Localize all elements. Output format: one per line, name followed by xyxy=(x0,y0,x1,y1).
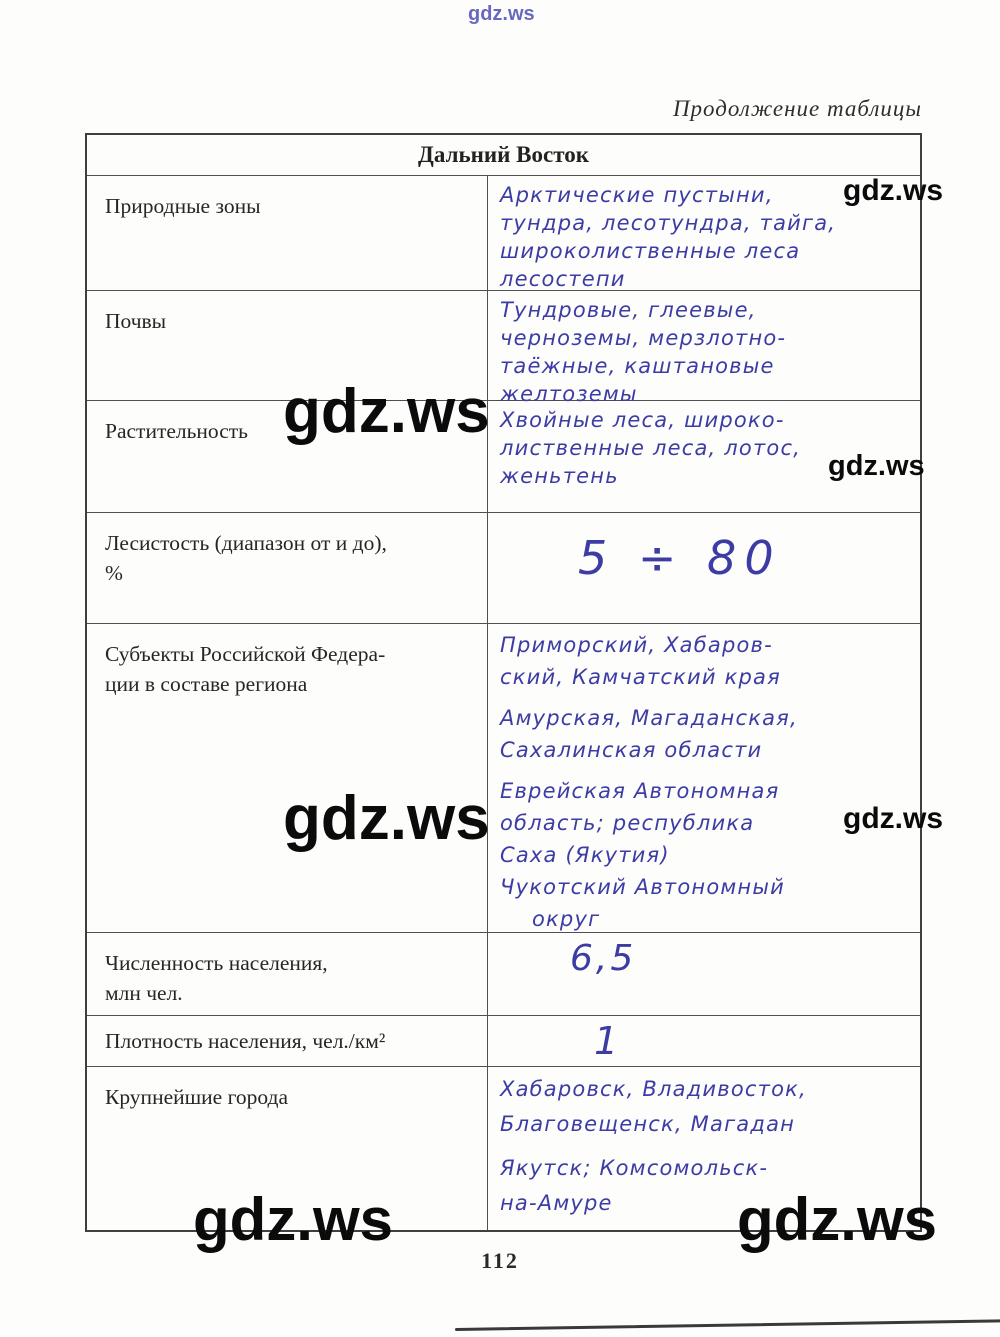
gdzws-watermark-top: gdz.ws xyxy=(468,3,535,25)
handwritten-line: Хвойные леса, широко- xyxy=(500,408,785,432)
label-line: Численность населения, xyxy=(105,951,328,975)
handwritten-value: 5 ÷ 80 xyxy=(578,531,782,585)
scan-artifact-line xyxy=(455,1319,1000,1331)
handwritten-line: женьтень xyxy=(500,464,619,488)
label-line: Природные зоны xyxy=(105,194,261,218)
label-line: ции в составе региона xyxy=(105,672,308,696)
row-label-natural-zones xyxy=(87,176,487,290)
row-answer-forest-cover xyxy=(487,513,920,623)
label-line: Лесистость (диапазон от и до), xyxy=(105,531,387,555)
gdzws-watermark-big-1: gdz.ws xyxy=(283,377,490,446)
handwritten-line: тундра, лесотундра, тайга, xyxy=(500,211,837,235)
handwritten-line: на-Амуре xyxy=(500,1191,613,1215)
handwritten-line: лесостепи xyxy=(500,267,626,291)
gdzws-watermark-right-1: gdz.ws xyxy=(843,174,944,207)
handwritten-line: черноземы, мерзлотно- xyxy=(500,326,787,350)
table-row-natural-zones xyxy=(87,175,920,290)
table-row-forest-cover xyxy=(87,512,920,623)
handwritten-line: Еврейская Автономная xyxy=(500,779,780,803)
handwritten-value: 1 xyxy=(594,1019,620,1063)
row-label-forest-cover xyxy=(87,513,487,623)
far-east-region-table xyxy=(85,133,922,1232)
handwritten-line: Саха (Якутия) xyxy=(500,843,670,867)
handwritten-line: Приморский, Хабаров- xyxy=(500,633,773,657)
row-answer-soils xyxy=(487,291,920,406)
gdzws-watermark-right-2: gdz.ws xyxy=(828,450,925,482)
handwritten-line: желтоземы xyxy=(500,382,638,406)
handwritten-line: область; республика xyxy=(500,811,755,835)
table-row-federal-subjects xyxy=(87,623,920,932)
gdzws-watermark-right-3: gdz.ws xyxy=(843,802,944,835)
handwritten-line: широколиственные леса xyxy=(500,239,801,263)
handwritten-line: таёжные, каштановые xyxy=(500,354,775,378)
handwritten-line: Якутск; Комсомольск- xyxy=(500,1156,769,1180)
table-header-title: Дальний Восток xyxy=(418,142,589,167)
handwritten-value: 6,5 xyxy=(570,938,637,979)
label-line: Почвы xyxy=(105,309,167,333)
label-line: Плотность населения, чел./км² xyxy=(105,1029,386,1053)
handwritten-line: Арктические пустыни, xyxy=(500,183,774,207)
gdzws-watermark-bottom-right: gdz.ws xyxy=(737,1186,938,1253)
handwritten-line: Благовещенск, Магадан xyxy=(500,1112,796,1136)
label-line: Растительность xyxy=(105,419,248,443)
table-row-population-density xyxy=(87,1015,920,1066)
table-header-row xyxy=(87,135,920,175)
label-line: Субъекты Российской Федера- xyxy=(105,642,386,666)
row-answer-population xyxy=(487,933,920,1015)
row-answer-federal-subjects xyxy=(487,624,920,932)
table-row-population xyxy=(87,932,920,1015)
row-answer-population-density xyxy=(487,1016,920,1066)
row-label-federal-subjects xyxy=(87,624,487,932)
table-row-vegetation xyxy=(87,400,920,512)
handwritten-line: лиственные леса, лотос, xyxy=(500,436,802,460)
handwritten-line: Чукотский Автономный xyxy=(500,875,785,899)
row-label-population-density xyxy=(87,1016,487,1066)
label-line: Крупнейшие города xyxy=(105,1085,288,1109)
handwritten-line: ский, Камчатский края xyxy=(500,665,781,689)
handwritten-line: округ xyxy=(532,907,601,931)
label-line: млн чел. xyxy=(105,981,183,1005)
table-row-soils xyxy=(87,290,920,406)
handwritten-line: Хабаровск, Владивосток, xyxy=(500,1077,807,1101)
gdzws-watermark-big-2: gdz.ws xyxy=(283,784,490,853)
gdzws-watermark-bottom-left: gdz.ws xyxy=(193,1186,394,1253)
label-line: % xyxy=(105,561,123,585)
handwritten-line: Сахалинская области xyxy=(500,738,763,762)
handwritten-line: Тундровые, глеевые, xyxy=(500,298,757,322)
handwritten-line: Амурская, Магаданская, xyxy=(500,706,798,730)
table-continuation-caption: Продолжение таблицы xyxy=(672,96,922,121)
page-number: 112 xyxy=(481,1248,519,1273)
row-label-population xyxy=(87,933,487,1015)
